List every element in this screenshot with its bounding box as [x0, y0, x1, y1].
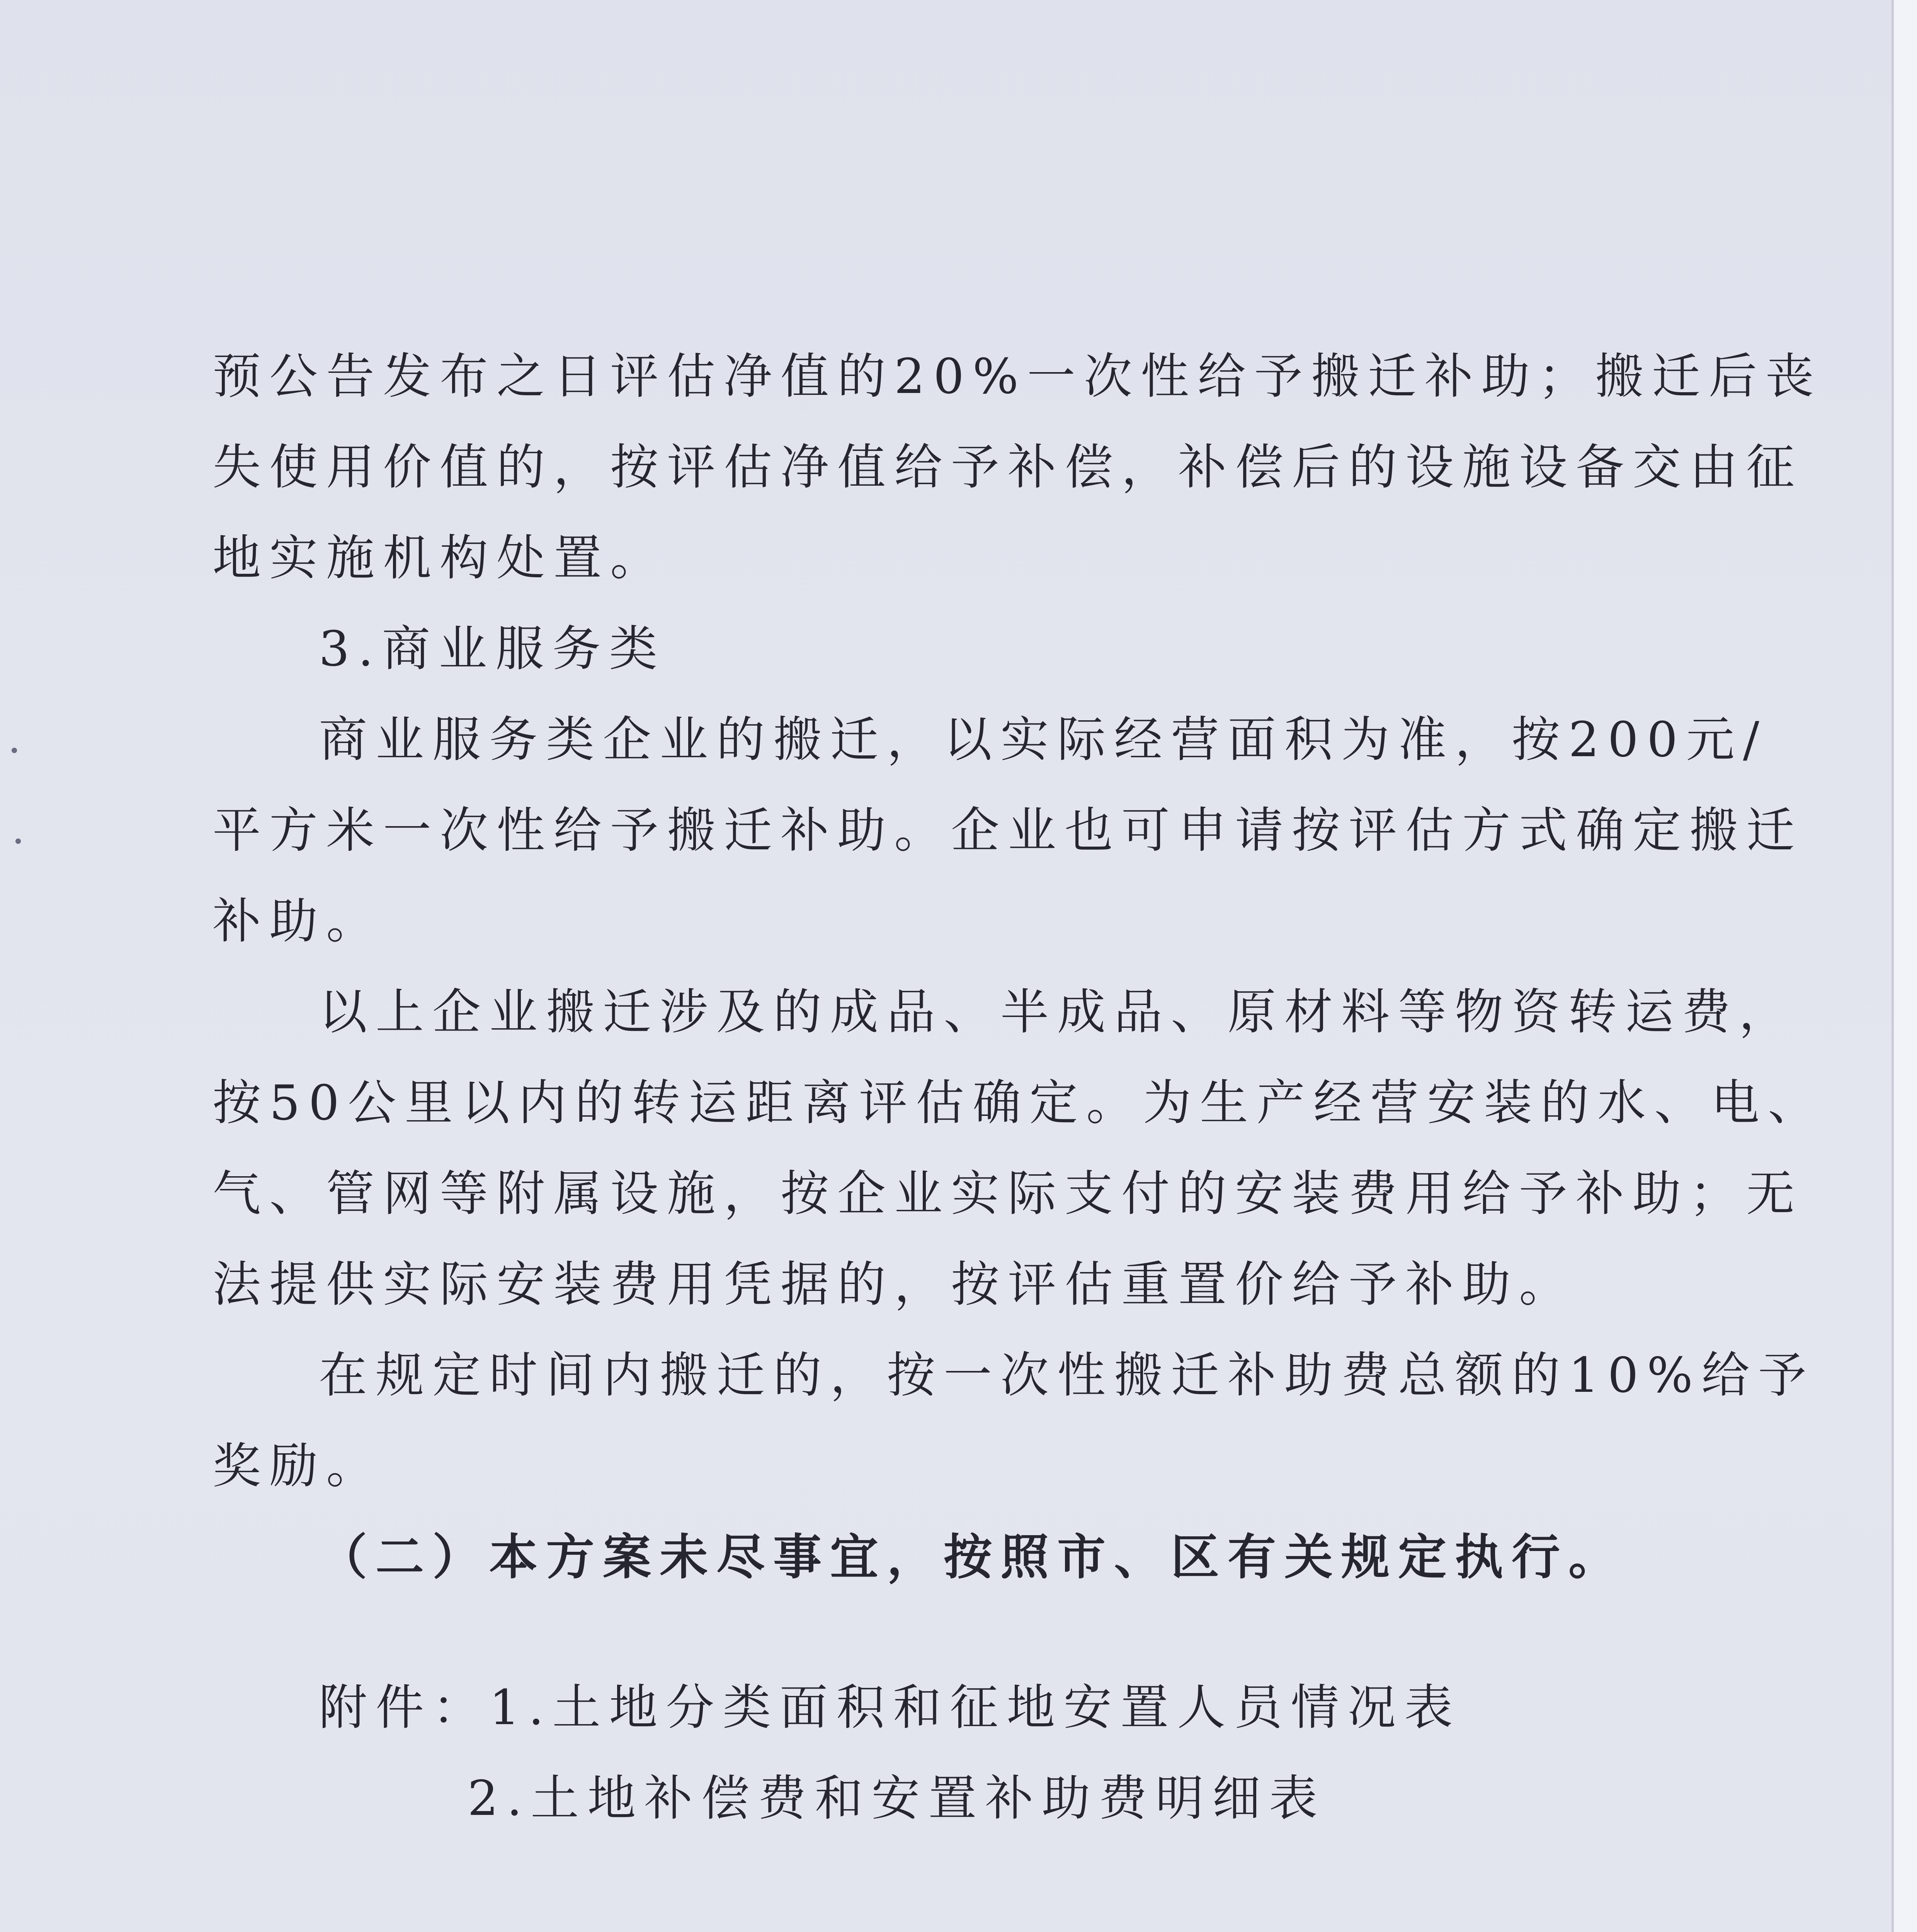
body-text-line: 法提供实际安装费用凭据的，按评估重置价给予补助。: [213, 1257, 1576, 1313]
body-text-line: 气、管网等附属设施，按企业实际支付的安装费用给予补助；无: [213, 1166, 1803, 1222]
body-text-line: 失使用价值的，按评估净值给予补偿，补偿后的设施设备交由征: [213, 439, 1803, 495]
scan-speck: [15, 838, 21, 844]
body-text-line: 地实施机构处置。: [213, 530, 667, 586]
body-text-line: 预公告发布之日评估净值的20%一次性给予搬迁补助；搬迁后丧: [213, 349, 1822, 405]
scan-speck: [12, 748, 17, 753]
section-heading: （二）本方案未尽事宜，按照市、区有关规定执行。: [319, 1529, 1625, 1585]
body-text-line: 补助。: [213, 893, 383, 949]
body-text-line: 在规定时间内搬迁的，按一次性搬迁补助费总额的10%给予: [319, 1347, 1815, 1403]
body-text-line: 商业服务类企业的搬迁，以实际经营面积为准，按200元/: [319, 712, 1768, 768]
attachment-item: 1.土地分类面积和征地安置人员情况表: [489, 1680, 1461, 1736]
body-text-line: 平方米一次性给予搬迁补助。企业也可申请按评估方式确定搬迁: [213, 803, 1803, 859]
attachment-item: 2.土地补偿费和安置补助费明细表: [468, 1770, 1326, 1827]
section-heading: 3.商业服务类: [319, 621, 666, 677]
page-edge-right: [1891, 0, 1917, 1932]
body-text-line: 以上企业搬迁涉及的成品、半成品、原材料等物资转运费，: [319, 984, 1796, 1040]
attachment-label: 附件：: [319, 1680, 489, 1736]
body-text-line: 奖励。: [213, 1438, 383, 1494]
attachment-line: [319, 1679, 1461, 1737]
body-text-line: 按50公里以内的转运距离评估确定。为生产经营安装的水、电、: [213, 1075, 1825, 1131]
